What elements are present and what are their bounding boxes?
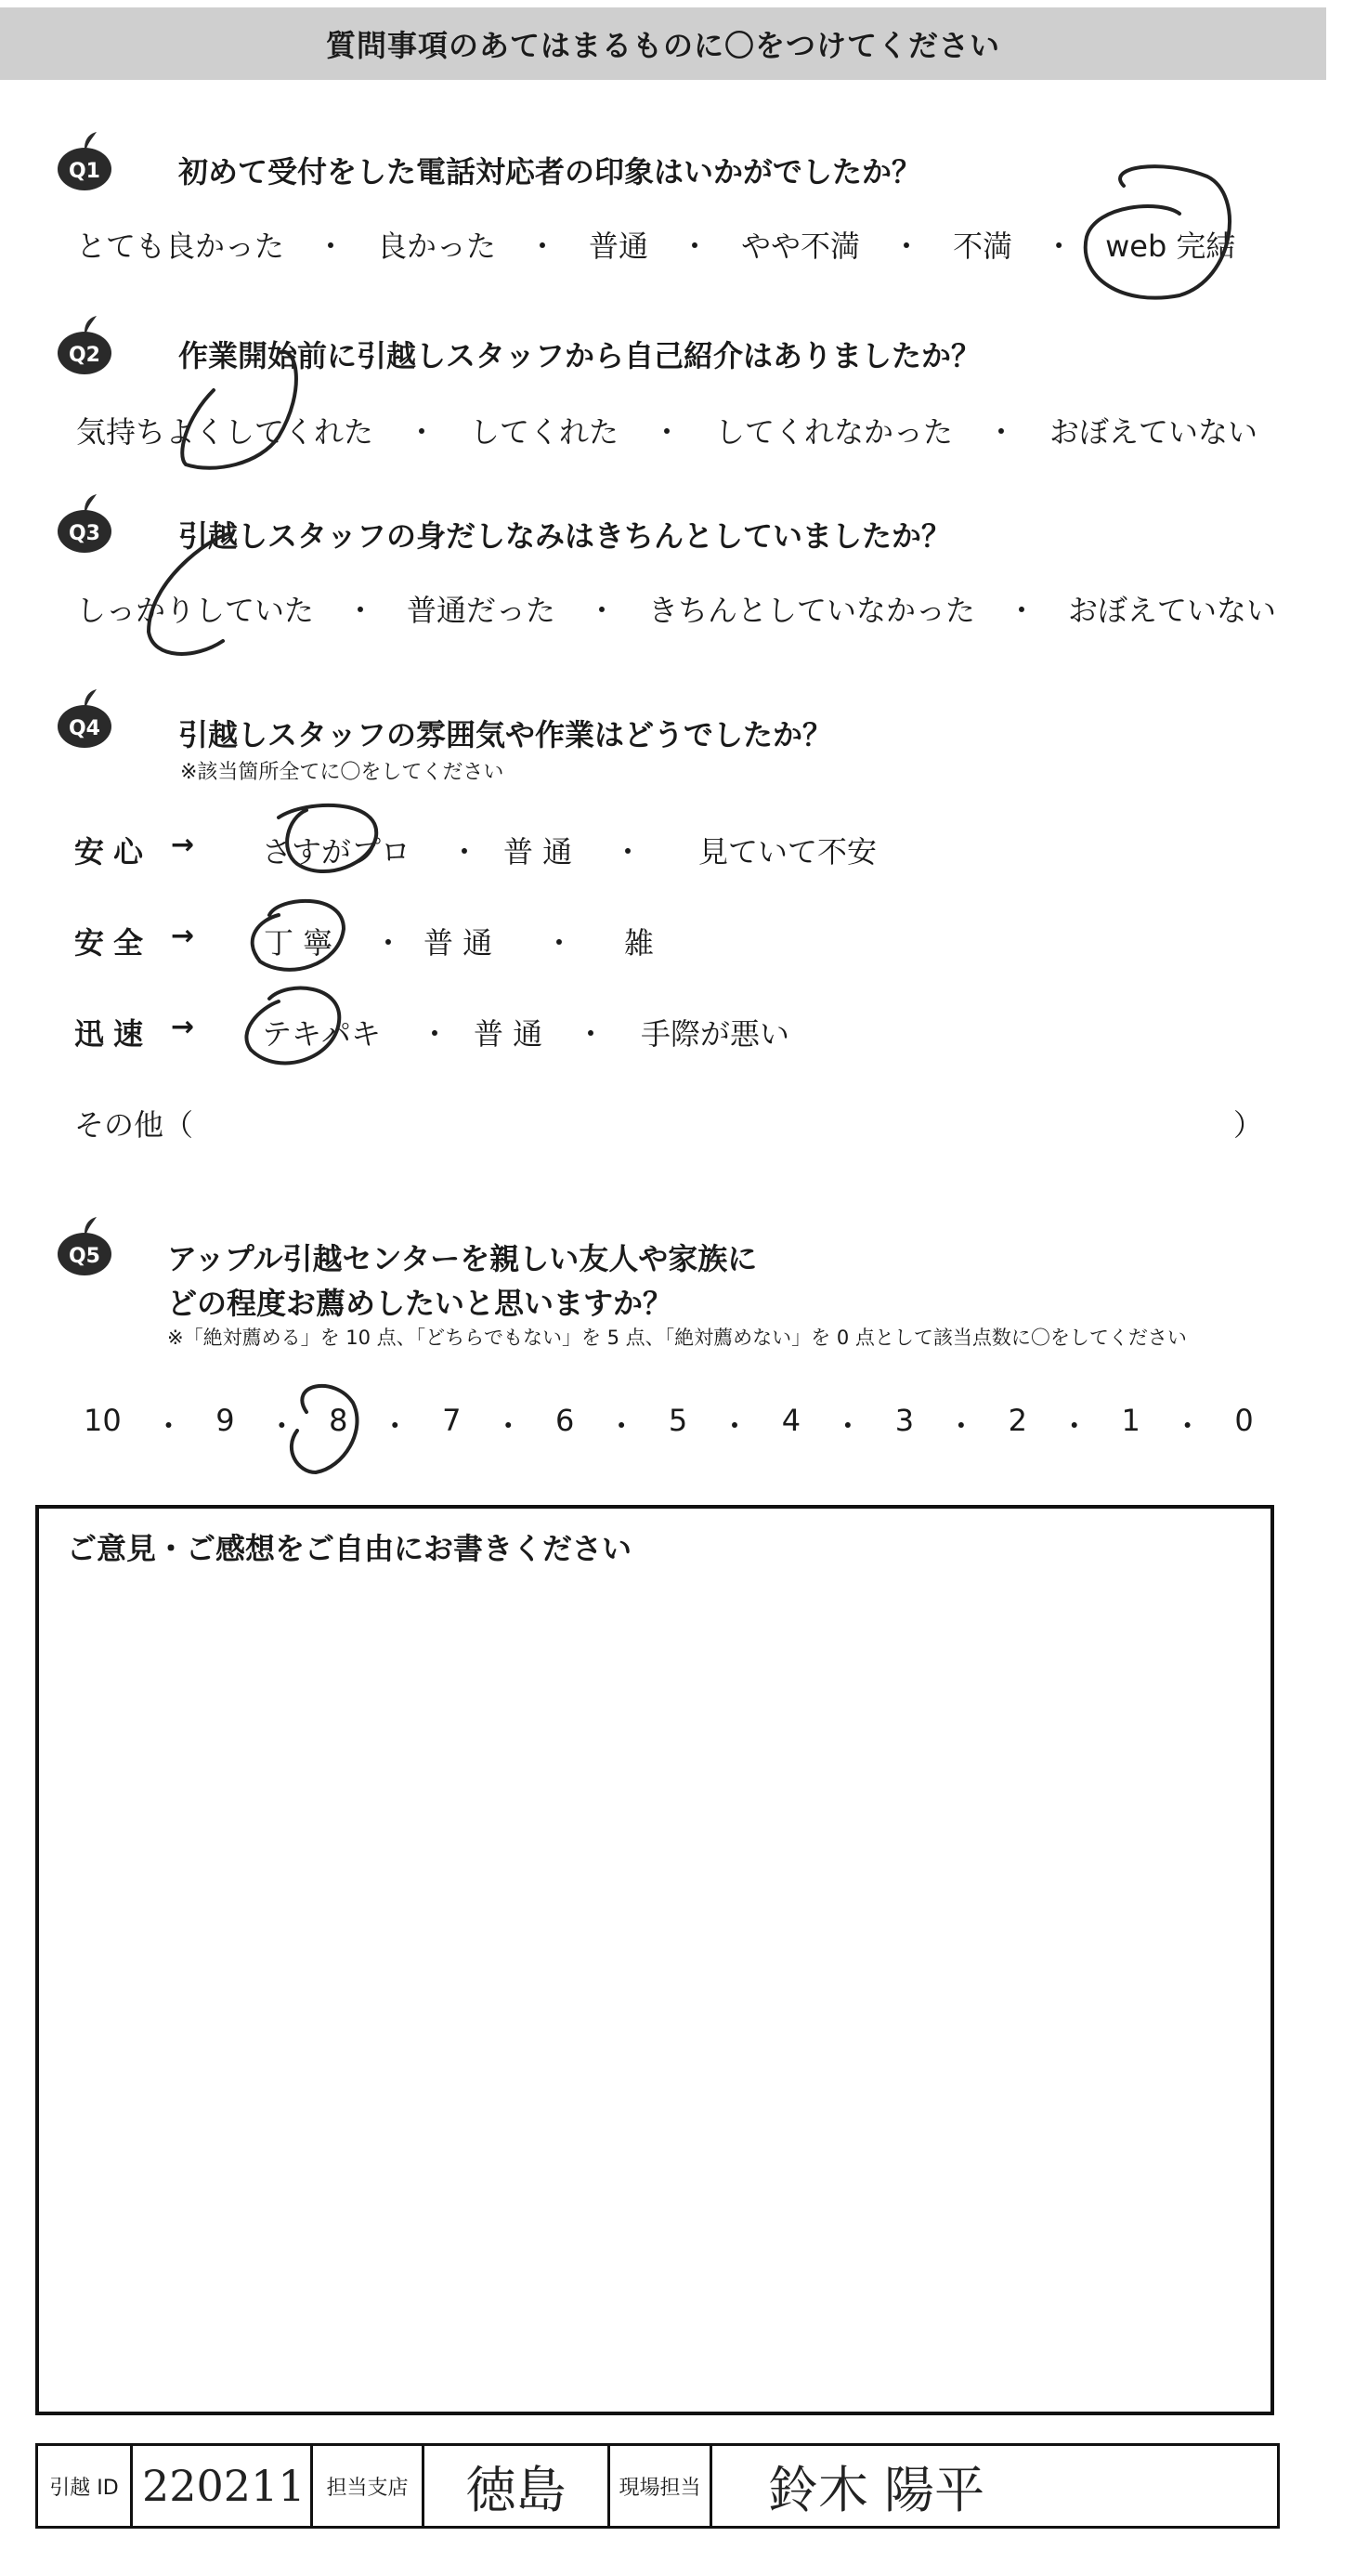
separator: ・ — [380, 1408, 410, 1444]
q3-badge-icon — [56, 492, 113, 554]
separator: ・ — [945, 1408, 976, 1444]
score-3[interactable]: 3 — [894, 1403, 915, 1438]
separator: ・ — [345, 593, 376, 628]
arrow-right-icon: → — [171, 1011, 195, 1043]
score-10[interactable]: 10 — [84, 1403, 122, 1438]
q3-option-4[interactable]: おぼえていない — [1068, 593, 1277, 628]
q4-row1-option-1[interactable]: さすがプロ — [262, 834, 411, 870]
separator: ・ — [576, 1016, 606, 1052]
staff-value-cell[interactable] — [712, 2446, 1277, 2526]
separator: ・ — [528, 229, 558, 264]
separator: ・ — [720, 1408, 750, 1444]
svg-text:Q3: Q3 — [68, 522, 101, 545]
q1-question: 初めて受付をした電話対応者の印象はいかがでしたか？ — [178, 154, 922, 190]
q1-option-6[interactable]: web 完結 — [1105, 229, 1236, 264]
score-6[interactable]: 6 — [554, 1403, 575, 1438]
svg-text:Q1: Q1 — [68, 160, 101, 183]
footer-table — [35, 2443, 1280, 2529]
q5-score-scale — [84, 1403, 1254, 1445]
separator: ・ — [373, 925, 404, 961]
q2-badge-icon — [56, 314, 113, 375]
score-9[interactable]: 9 — [215, 1403, 235, 1438]
q4-row-label-speed: 迅速 — [74, 1016, 153, 1052]
separator: ・ — [153, 1408, 184, 1444]
separator: ・ — [316, 229, 346, 264]
score-8[interactable]: 8 — [329, 1403, 348, 1438]
separator: ・ — [1172, 1408, 1203, 1444]
q3-option-1[interactable]: しっかりしていた — [76, 593, 315, 628]
q4-row2-option-1[interactable]: 丁 寧 — [264, 925, 333, 961]
separator: ・ — [986, 414, 1017, 450]
q2-option-2[interactable]: してくれた — [470, 414, 619, 450]
branch-value-cell[interactable] — [424, 2446, 610, 2526]
form-header — [0, 7, 1326, 80]
q4-row-label-safety-feeling: 安心 — [74, 834, 153, 870]
separator: ・ — [1007, 593, 1037, 628]
q5-note: ※「絶対薦める」を 10 点、「どちらでもない」を 5 点、「絶対薦めない」を 0 点として該当点数に〇をしてください — [167, 1327, 1187, 1349]
q2-option-4[interactable]: おぼえていない — [1049, 414, 1258, 450]
q1-option-2[interactable]: 良かった — [377, 229, 497, 264]
q2-options — [76, 409, 1257, 451]
q2-question: 作業開始前に引越しスタッフから自己紹介はありましたか？ — [178, 338, 982, 373]
q5-question-line1: アップル引越センターを親しい友人や家族に — [167, 1241, 758, 1276]
q3-option-2[interactable]: 普通だった — [407, 593, 556, 628]
separator: ・ — [544, 925, 575, 961]
score-7[interactable]: 7 — [442, 1403, 462, 1438]
separator: ・ — [267, 1408, 297, 1444]
q4-badge-icon — [56, 687, 113, 749]
comment-box-title: ご意見・ご感想をご自由にお書きください — [67, 1531, 632, 1566]
move-id-value: 220211 — [142, 2461, 306, 2511]
q1-badge-icon — [56, 130, 113, 191]
q4-row3-option-3[interactable]: 手際が悪い — [641, 1016, 790, 1052]
svg-text:Q2: Q2 — [68, 344, 101, 367]
arrow-right-icon: → — [171, 829, 195, 861]
q3-options — [76, 587, 1276, 630]
q2-option-3[interactable]: してくれなかった — [715, 414, 954, 450]
separator: ・ — [652, 414, 683, 450]
separator: ・ — [1044, 229, 1075, 264]
move-id-label: 引越 ID — [38, 2446, 133, 2526]
separator: ・ — [613, 834, 644, 870]
svg-text:Q4: Q4 — [68, 717, 101, 740]
q2-option-1[interactable]: 気持ちよくしてくれた — [76, 414, 374, 450]
form-header-title: 質問事項のあてはまるものに〇をつけてください — [325, 28, 1000, 63]
staff-value: 鈴木 陽平 — [768, 2460, 985, 2519]
separator: ・ — [892, 229, 922, 264]
q4-row1-option-2[interactable]: 普 通 — [503, 834, 573, 870]
score-2[interactable]: 2 — [1008, 1403, 1027, 1438]
q1-option-4[interactable]: やや不満 — [741, 229, 861, 264]
score-1[interactable]: 1 — [1121, 1403, 1140, 1438]
separator: ・ — [493, 1408, 524, 1444]
comment-box[interactable] — [35, 1505, 1274, 2415]
q1-option-5[interactable]: 不満 — [953, 229, 1013, 264]
separator: ・ — [407, 414, 437, 450]
q3-question: 引越しスタッフの身だしなみはきちんとしていましたか？ — [178, 518, 952, 554]
q4-row3-option-2[interactable]: 普 通 — [474, 1016, 543, 1052]
separator: ・ — [680, 229, 710, 264]
score-4[interactable]: 4 — [781, 1403, 801, 1438]
separator: ・ — [449, 834, 480, 870]
q4-row2-option-2[interactable]: 普 通 — [423, 925, 493, 961]
separator: ・ — [1059, 1408, 1089, 1444]
q4-other-close: ） — [1233, 1107, 1264, 1143]
separator: ・ — [587, 593, 618, 628]
svg-text:Q5: Q5 — [68, 1245, 101, 1268]
q4-note: ※該当箇所全てに〇をしてください — [180, 761, 504, 784]
branch-label: 担当支店 — [313, 2446, 424, 2526]
score-0[interactable]: 0 — [1234, 1403, 1254, 1438]
q5-badge-icon — [56, 1215, 113, 1276]
q1-option-1[interactable]: とても良かった — [76, 229, 285, 264]
arrow-right-icon: → — [171, 920, 195, 952]
move-id-value-cell[interactable] — [133, 2446, 313, 2526]
q4-question: 引越しスタッフの雰囲気や作業はどうでしたか？ — [178, 717, 833, 752]
separator: ・ — [420, 1016, 450, 1052]
separator: ・ — [832, 1408, 863, 1444]
q4-row1-option-3[interactable]: 見ていて不安 — [698, 834, 878, 870]
score-5[interactable]: 5 — [668, 1403, 688, 1438]
q5-question-line2: どの程度お薦めしたいと思いますか？ — [167, 1286, 673, 1321]
branch-value: 徳島 — [465, 2460, 567, 2519]
q4-row-label-safety: 安全 — [74, 925, 153, 961]
q4-other-label: その他（ — [74, 1107, 194, 1143]
q1-options — [76, 223, 1235, 266]
q4-row2-option-3[interactable]: 雑 — [624, 925, 655, 961]
separator: ・ — [606, 1408, 637, 1444]
q1-option-3[interactable]: 普通 — [589, 229, 649, 264]
q4-row3-option-1[interactable]: テキパキ — [262, 1016, 382, 1052]
q3-option-3[interactable]: きちんとしていなかった — [648, 593, 976, 628]
staff-label: 現場担当 — [610, 2446, 712, 2526]
